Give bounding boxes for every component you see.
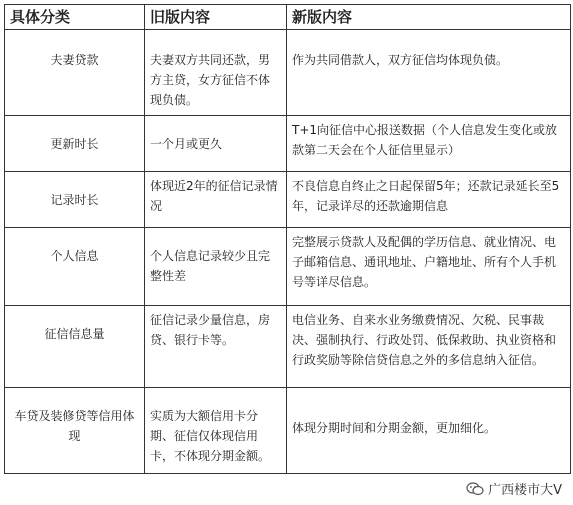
row-new: T+1向征信中心报送数据（个人信息发生变化或放款第二天会在个人征信里显示） bbox=[287, 116, 571, 172]
table-row bbox=[5, 172, 571, 228]
header-old: 旧版内容 bbox=[145, 5, 287, 30]
row-old: 征信记录少量信息，房贷、银行卡等。 bbox=[145, 306, 287, 388]
row-category: 个人信息 bbox=[5, 228, 145, 306]
header-category: 具体分类 bbox=[5, 5, 145, 30]
watermark bbox=[463, 478, 565, 499]
comparison-table bbox=[4, 4, 571, 474]
row-old: 体现近2年的征信记录情况 bbox=[145, 172, 287, 228]
row-new: 完整展示贷款人及配偶的学历信息、就业情况、电子邮箱信息、通讯地址、户籍地址、所有个人手机号等详尽信息。 bbox=[287, 228, 571, 306]
row-old: 一个月或更久 bbox=[145, 116, 287, 172]
row-new: 作为共同借款人，双方征信均体现负债。 bbox=[287, 30, 571, 116]
header-new: 新版内容 bbox=[287, 5, 571, 30]
row-new: 体现分期时间和分期金额，更加细化。 bbox=[287, 388, 571, 474]
table-row bbox=[5, 388, 571, 474]
row-category: 记录时长 bbox=[5, 172, 145, 228]
table-row bbox=[5, 116, 571, 172]
table-row bbox=[5, 30, 571, 116]
watermark-text: 广西楼市大V bbox=[488, 483, 562, 498]
table-row bbox=[5, 306, 571, 388]
row-category: 更新时长 bbox=[5, 116, 145, 172]
row-new: 不良信息自终止之日起保留5年；还款记录延长至5年，记录详尽的还款逾期信息 bbox=[287, 172, 571, 228]
row-new: 电信业务、自来水业务缴费情况、欠税、民事裁决、强制执行、行政处罚、低保救助、执业资格和行政奖励等除信贷信息之外的多信息纳入征信。 bbox=[287, 306, 571, 388]
row-category: 车贷及装修贷等信用体现 bbox=[5, 388, 145, 474]
row-category: 夫妻贷款 bbox=[5, 30, 145, 116]
wechat-chat-icon bbox=[466, 482, 484, 496]
row-old: 个人信息记录较少且完整性差 bbox=[145, 228, 287, 306]
table-row bbox=[5, 228, 571, 306]
row-category: 征信信息量 bbox=[5, 306, 145, 388]
row-old: 夫妻双方共同还款，男方主贷，女方征信不体现负债。 bbox=[145, 30, 287, 116]
row-old: 实质为大额信用卡分期、征信仅体现信用卡，不体现分期金额。 bbox=[145, 388, 287, 474]
header-row bbox=[5, 5, 571, 30]
